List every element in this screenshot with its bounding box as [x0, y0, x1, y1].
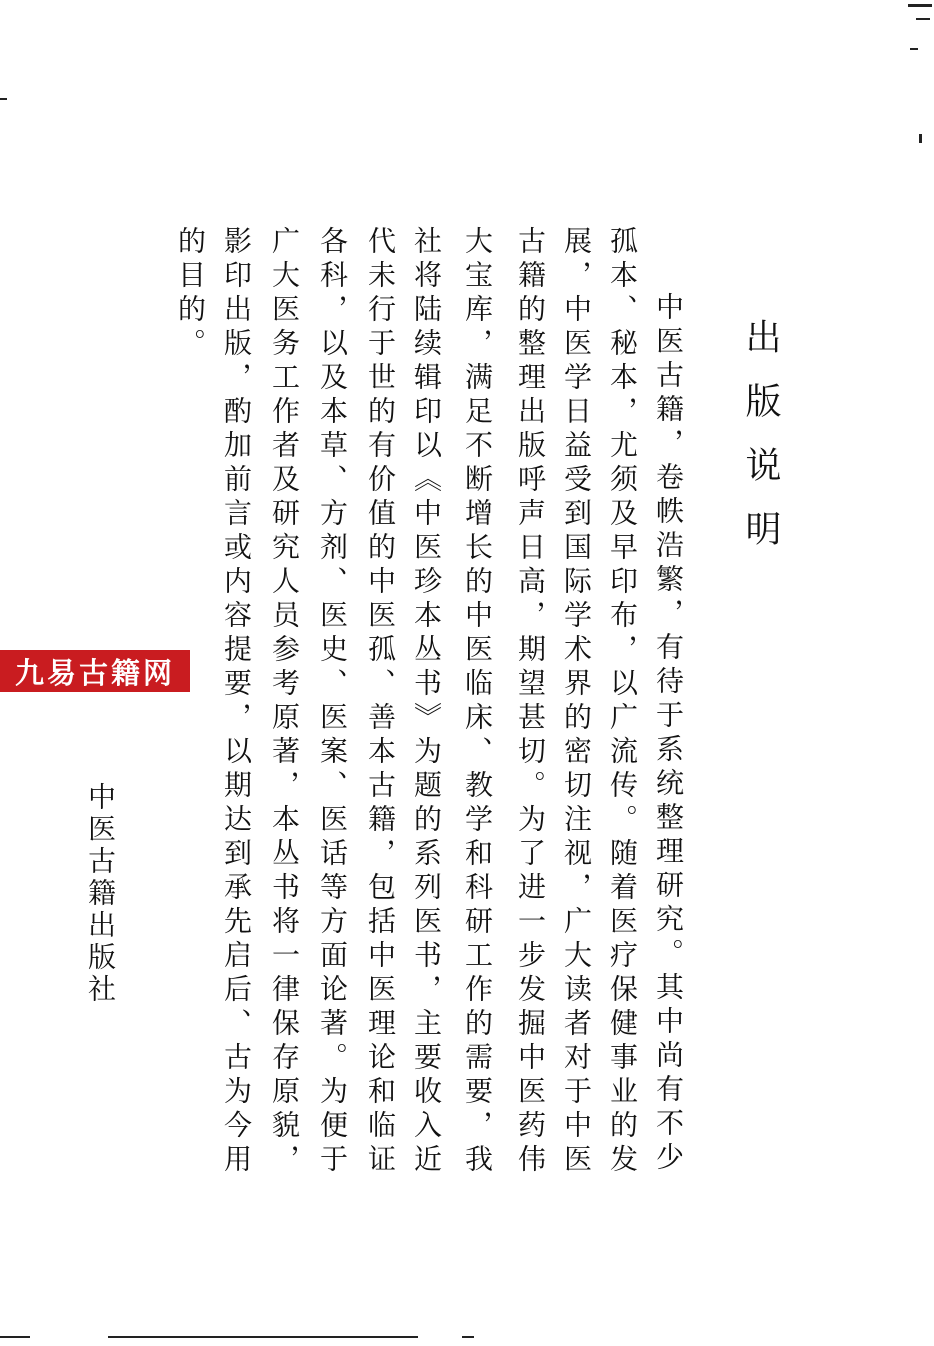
body-line: 大宝库，满足不断增长的中医临床、教学和科研工作的需要，我 [461, 226, 494, 1178]
body-line: 展，中医学日益受到国际学术界的密切注视，广大读者对于中医 [560, 226, 593, 1178]
watermark-text: 九易古籍网 [14, 655, 175, 690]
scan-mark [916, 18, 930, 20]
scan-mark [462, 1336, 474, 1338]
page-title: 出版说明 [740, 318, 781, 574]
scan-mark [0, 98, 7, 100]
body-line: 广大医务工作者及研究人员参考原著，本丛书将一律保存原貌， [268, 226, 301, 1178]
body-line: 代未行于世的有价值的中医孤、善本古籍，包括中医理论和临证 [364, 226, 397, 1178]
body-line: 的目的。 [174, 226, 207, 362]
watermark-banner [0, 650, 190, 692]
body-line: 影印出版，酌加前言或内容提要，以期达到承先启后、古为今用 [220, 226, 253, 1178]
body-line: 孤本、秘本，尤须及早印布，以广流传。随着医疗保健事业的发 [606, 226, 639, 1178]
scan-mark [908, 4, 932, 7]
body-line: 各科，以及本草、方剂、医史、医案、医话等方面论著。为便于 [316, 226, 349, 1178]
body-line: 社将陆续辑印以《中医珍本丛书》为题的系列医书，主要收入近 [410, 226, 443, 1178]
scan-mark [108, 1336, 418, 1338]
body-line: 中医古籍，卷帙浩繁，有待于系统整理研究。其中尚有不少 [652, 292, 685, 1176]
scan-mark [919, 134, 922, 143]
scan-mark [910, 48, 918, 50]
scan-mark [0, 1336, 30, 1338]
publisher-name: 中医古籍出版社 [84, 782, 117, 1006]
body-line: 古籍的整理出版呼声日高，期望甚切。为了进一步发掘中医药伟 [514, 226, 547, 1178]
